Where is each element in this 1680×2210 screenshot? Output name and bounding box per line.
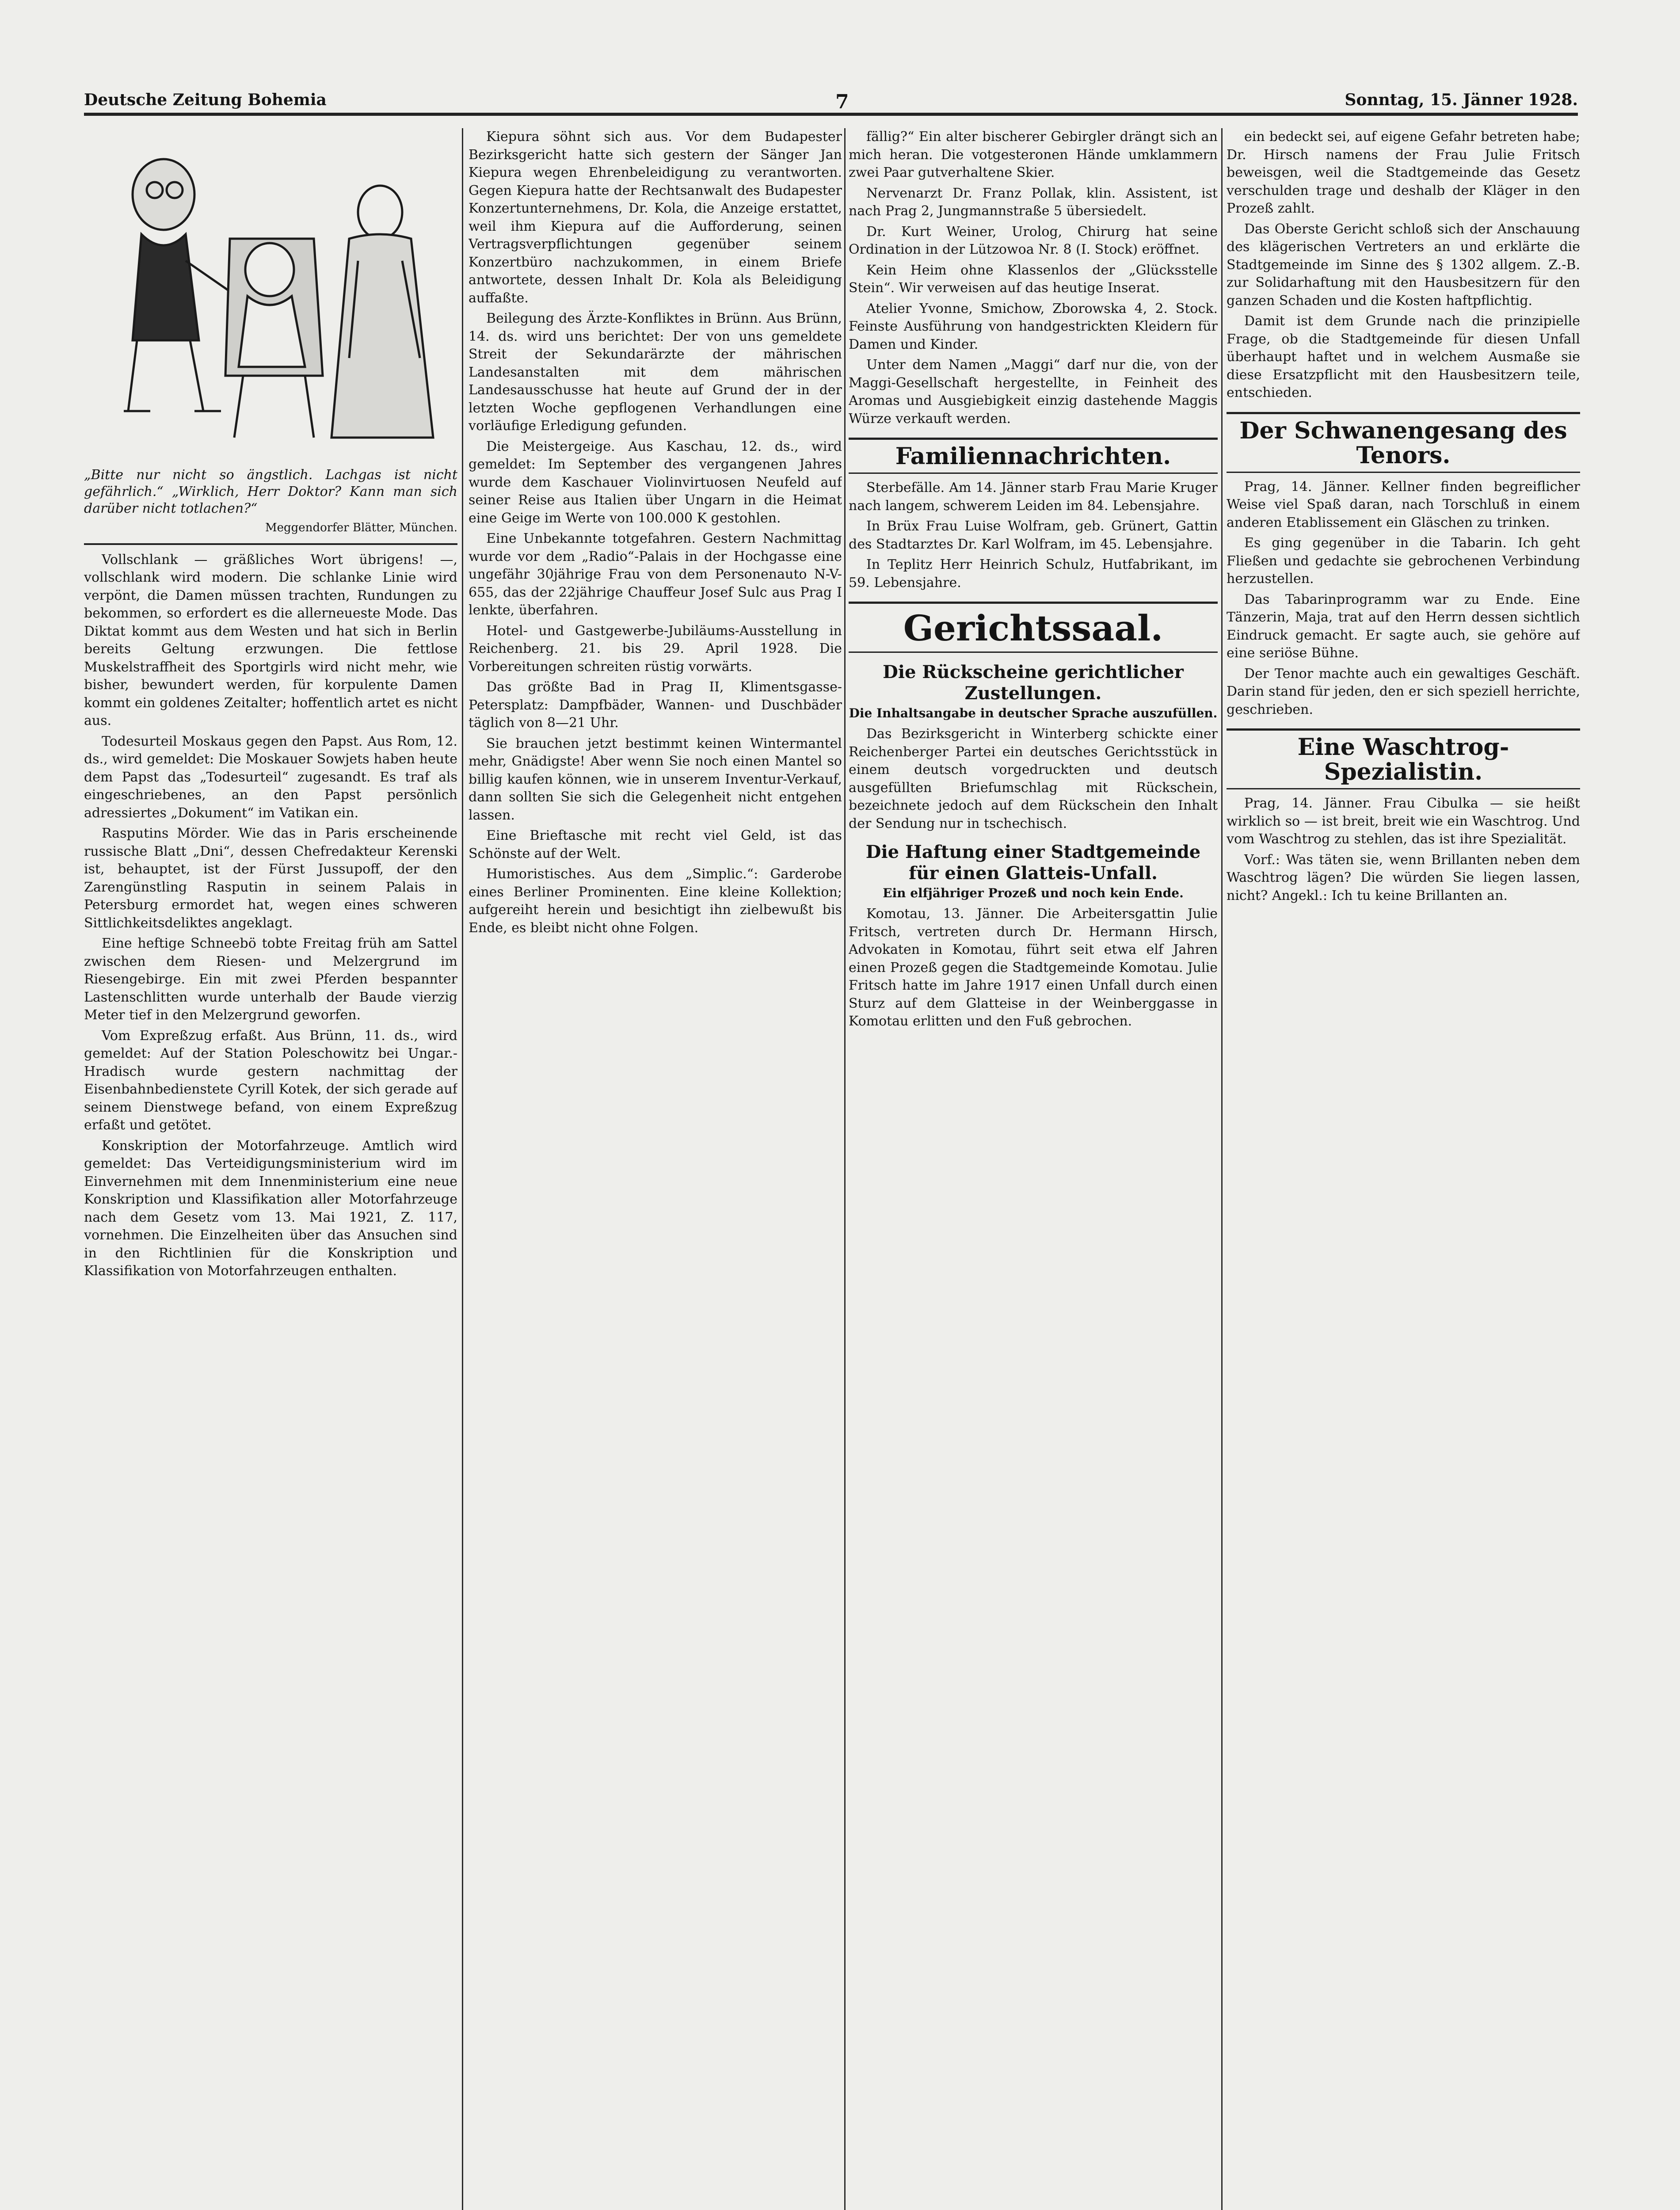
article-paragraph: Es ging gegenüber in die Tabarin. Ich geht Fließen und gedachte sie gebrochenen Verbindung herzustellen.: [1227, 535, 1580, 587]
article-paragraph: Damit ist dem Grunde nach die prinzipielle Frage, ob die Stadtgemeinde für diesen Unfall überhaupt haftet und in welchem Ausmaße sie diese Ersatzpflicht mit den Hausbesitzern teile, entschieden.: [1227, 313, 1580, 400]
article-paragraph: Vollschlank — gräßliches Wort übrigens! —, vollschlank wird modern. Die schlanke Linie wird verpönt, die Damen müssen trachten, Rundungen zu bekommen, so erfordert es die allerneueste Mode. Das Diktat kommt aus dem Westen und hat sich in Berlin bereits Geltung erzwungen. Die fettlose Muskelstraffheit des Sportgirls wird nicht mehr, wie bisher, bewundert werden, für korpulente Damen kommt ein goldenes Zeitalter; hoffentlich artet es nicht aus.: [84, 552, 457, 728]
paper-name: Deutsche Zeitung Bohemia: [84, 91, 327, 109]
article-paragraph: Prag, 14. Jänner. Kellner finden begreiflicher Weise viel Spaß daran, nach Torschluß in einem anderen Etablissement ein Gläschen zu trinken.: [1227, 479, 1580, 530]
article-paragraph: Sie brauchen jetzt bestimmt keinen Wintermantel mehr, Gnädigste! Aber wenn Sie noch einen Mantel so billig kaufen können, wie in unserem Inventur-Verkauf, dann sollten Sie sich die Gelegenheit nicht entgehen lassen.: [469, 735, 842, 823]
notice-paragraph: Nervenarzt Dr. Franz Pollak, klin. Assistent, ist nach Prag 2, Jungmannstraße 5 übersiedelt.: [849, 185, 1218, 219]
article-paragraph: Das Tabarinprogramm war zu Ende. Eine Tänzerin, Maja, trat auf den Herrn dessen sichtlich Eindruck gemacht. Er sagte auch, sie gehöre auf eine seriöse Bühne.: [1227, 591, 1580, 661]
article-paragraph: Vorf.: Was täten sie, wenn Brillanten neben dem Waschtrog lägen? Die würden Sie liegen lassen, nicht? Angekl.: Ich tu keine Brillanten an.: [1227, 852, 1580, 903]
column-3: [849, 128, 1218, 2210]
notice-paragraph: Kein Heim ohne Klassenlos der „Glücksstelle Stein“. Wir verweisen auf das heutige Inserat.: [849, 262, 1218, 296]
article-paragraph: Prag, 14. Jänner. Frau Cibulka — sie heißt wirklich so — ist breit, breit wie ein Waschtrog. Und vom Waschtrog zu stehlen, das ist ihre Spezialität.: [1227, 796, 1580, 847]
article-subheadline: Ein elfjähriger Prozeß und noch kein Ende.: [883, 886, 1184, 900]
article-headline: Die Rückscheine gerichtlicher Zustellungen.: [883, 662, 1184, 704]
article-paragraph: Das Bezirksgericht in Winterberg schickte einer Reichenberger Partei ein deutsches Gerichtsstück in einem deutsch vorgedruckten und deutsch ausgefüllten Briefumschlag mit Rückschein, bezeichnete jedoch auf dem Rückschein den Inhalt der Sendung nur in tschechisch.: [849, 726, 1218, 831]
notice-paragraph: Unter dem Namen „Maggi“ darf nur die, von der Maggi-Gesellschaft hergestellte, in Feinheit des Aromas und Ausgiebigkeit einzig dastehende Maggis Würze verkauft werden.: [849, 357, 1218, 427]
divider: [84, 543, 457, 545]
article-paragraph: Rasputins Mörder. Wie das in Paris erscheinende russische Blatt „Dni“, dessen Chefredakteur Kerenski ist, behauptet, ist der Fürst Jussupoff, der den Zarengünstling Rasputin in seinem Palais in Petersburg ermordet hat, wegen eines schweren Sittlichkeitsdeliktes angeklagt.: [84, 826, 457, 931]
section-heading-gerichtssaal: Gerichtssaal.: [849, 602, 1218, 653]
article-headline-waschtrog: Eine Waschtrog-Spezialistin.: [1227, 728, 1580, 789]
cartoon-illustration: [84, 128, 457, 464]
article-paragraph: Eine heftige Schneebö tobte Freitag früh am Sattel zwischen dem Riesen- und Melzergrund im Riesengebirge. Ein mit zwei Pferden bespannter Lastenschlitten wurde unterhalb der Baude vierzig Meter tief in den Melzergrund geworfen.: [84, 936, 457, 1023]
article-paragraph: Vom Expreßzug erfaßt. Aus Brünn, 11. ds., wird gemeldet: Auf der Station Poleschowitz bei Ungar.-Hradisch wurde gestern nachmittag der Eisenbahnbedienstete Cyrill Kotek, der sich gerade auf seinem Dienstwege befand, von einem Expreßzug erfaßt und getötet.: [84, 1028, 457, 1133]
article-paragraph: Das größte Bad in Prag II, Klimentsgasse-Petersplatz: Dampfbäder, Wannen- und Duschbäder täglich von 8—21 Uhr.: [469, 679, 842, 731]
column-1: [84, 128, 457, 2210]
article-paragraph: Todesurteil Moskaus gegen den Papst. Aus Rom, 12. ds., wird gemeldet: Die Moskauer Sowjets haben heute dem Papst das „Todesurteil“ zugesandt. Es traf als eingeschriebenes, an den Papst persönlich adressiertes „Dokument“ im Vatikan ein.: [84, 733, 457, 821]
article-paragraph: Der Tenor machte auch ein gewaltiges Geschäft. Darin stand für jeden, den er sich speziell herrichte, geschrieben.: [1227, 666, 1580, 717]
article-paragraph: fällig?“ Ein alter bischerer Gebirgler drängt sich an mich heran. Die votgesteronen Hände umklammern zwei Paar gutverhaltene Skier.: [849, 129, 1218, 180]
cartoon-caption: „Bitte nur nicht so ängstlich. Lachgas ist nicht gefährlich.“ „Wirklich, Herr Doktor? Kann man sich darüber nicht totlachen?“: [84, 467, 457, 516]
article-paragraph: Das Oberste Gericht schloß sich der Anschauung des klägerischen Vertreters an und erklärte die Stadtgemeinde im Sinne des § 1302 allgem. Z.-B. zur Solidarhaftung mit den Hausbesitzern für den ganzen Schaden und die Kosten haftpflichtig.: [1227, 221, 1580, 309]
column-rule: [1221, 128, 1223, 2210]
article-paragraph: Konskription der Motorfahrzeuge. Amtlich wird gemeldet: Das Verteidigungsministerium wird im Einvernehmen mit dem Innenministerium eine neue Konskription und Klassifikation aller Motorfahrzeuge nach dem Gesetz vom 13. Mai 1921, Z. 117, vornehmen. Die Einzelheiten über das Ansuchen sind in den Richtlinien für die Konskription und Klassifikation von Motorfahrzeugen enthalten.: [84, 1138, 457, 1279]
page-header: [84, 91, 1578, 116]
article-paragraph: Eine Brieftasche mit recht viel Geld, ist das Schönste auf der Welt.: [469, 828, 842, 861]
article-paragraph: Kiepura söhnt sich aus. Vor dem Budapester Bezirksgericht hatte sich gestern der Sänger Jan Kiepura wegen Ehrenbeleidigung zu verantworten. Gegen Kiepura hatte der Rechtsanwalt des Budapester Konzertunternehmens, Dr. Kola, die Anzeige erstattet, weil ihm Kiepura auf die Aufforderung, seinen Vertragsverpflichtungen gegenüber seinem Konzertbüro nachzukommen, in einem Briefe antwortete, dessen Inhalt Dr. Kola als Beleidigung auffaßte.: [469, 129, 842, 306]
obituary-paragraph: In Brüx Frau Luise Wolfram, geb. Grünert, Gattin des Stadtarztes Dr. Karl Wolfram, im 45. Lebensjahre.: [849, 518, 1218, 552]
article-headline: Die Haftung einer Stadtgemeinde für einen Glatteis-Unfall.: [865, 842, 1201, 884]
article-paragraph: Beilegung des Ärzte-Konfliktes in Brünn. Aus Brünn, 14. ds. wird uns berichtet: Der von uns gemeldete Streit der Sekundarärzte der mährischen Landesanstalten mit dem mährischen Landesausschusse hat heute auf Grund der in der letzten Woche gepflogenen Verhandlungen eine vorläufige Erledigung gefunden.: [469, 311, 842, 434]
article-paragraph: Komotau, 13. Jänner. Die Arbeitersgattin Julie Fritsch, vertreten durch Dr. Hermann Hirsch, Advokaten in Komotau, führt seit etwa elf Jahren einen Prozeß gegen die Stadtgemeinde Komotau. Julie Fritsch hatte im Jahre 1917 einen Unfall durch einen Sturz auf dem Glatteise in der Weinberggasse in Komotau erlitten und den Fuß gebrochen.: [849, 906, 1218, 1029]
obituary-paragraph: In Teplitz Herr Heinrich Schulz, Hutfabrikant, im 59. Lebensjahre.: [849, 557, 1218, 591]
article-headline-schwanengesang: Der Schwanengesang des Tenors.: [1227, 412, 1580, 473]
column-rule: [462, 128, 463, 2210]
obituary-paragraph: Sterbefälle. Am 14. Jänner starb Frau Marie Kruger nach langem, schwerem Leiden im 84. Lebensjahre.: [849, 480, 1218, 514]
article-paragraph: Die Meistergeige. Aus Kaschau, 12. ds., wird gemeldet: Im September des vergangenen Jahres wurde dem Kaschauer Violinvirtuosen Neufeld auf seiner Reise aus Italien über Ungarn in die Heimat eine Geige im Werte von 100.000 K gestohlen.: [469, 438, 842, 526]
article-paragraph: Eine Unbekannte totgefahren. Gestern Nachmittag wurde vor dem „Radio“-Palais in der Hochgasse eine ungefähr 30jährige Frau von dem Personenauto N-V-655, das der 22jährige Chauffeur Josef Sulc aus Prag I lenkte, überfahren.: [469, 531, 842, 618]
column-4: [1227, 128, 1580, 2210]
article-paragraph: Hotel- und Gastgewerbe-Jubiläums-Ausstellung in Reichenberg. 21. bis 29. April 1928. Die Vorbereitungen schreiten rüstig vorwärts.: [469, 623, 842, 674]
column-2: [469, 128, 842, 2210]
issue-date: Sonntag, 15. Jänner 1928.: [1345, 91, 1578, 109]
article-subheadline: Die Inhaltsangabe in deutscher Sprache auszufüllen.: [849, 706, 1218, 720]
cartoon-source: Meggendorfer Blätter, München.: [265, 521, 457, 534]
dentist-cartoon: [84, 128, 457, 464]
article-paragraph: Humoristisches. Aus dem „Simplic.“: Garderobe eines Berliner Prominenten. Eine kleine Kollektion; aufgereiht herein und besichtigt ihn zielbewußt bis Ende, es bleibt nicht ohne Folgen.: [469, 866, 842, 936]
notice-paragraph: Dr. Kurt Weiner, Urolog, Chirurg hat seine Ordination in der Lützowoa Nr. 8 (I. Stock) eröffnet.: [849, 224, 1218, 257]
section-heading-familiennachrichten: Familiennachrichten.: [849, 438, 1218, 474]
page-number: 7: [835, 91, 849, 113]
column-rule: [844, 128, 846, 2210]
notice-paragraph: Atelier Yvonne, Smichow, Zborowska 4, 2. Stock. Feinste Ausführung von handgestrickten Kleidern für Damen und Kinder.: [849, 301, 1218, 352]
article-paragraph: ein bedeckt sei, auf eigene Gefahr betreten habe; Dr. Hirsch namens der Frau Julie Fritsch beweisgen, weil die Stadtgemeinde das Gesetz verschulden trage und deshalb der Kläger in den Prozeß zahlt.: [1227, 129, 1580, 216]
